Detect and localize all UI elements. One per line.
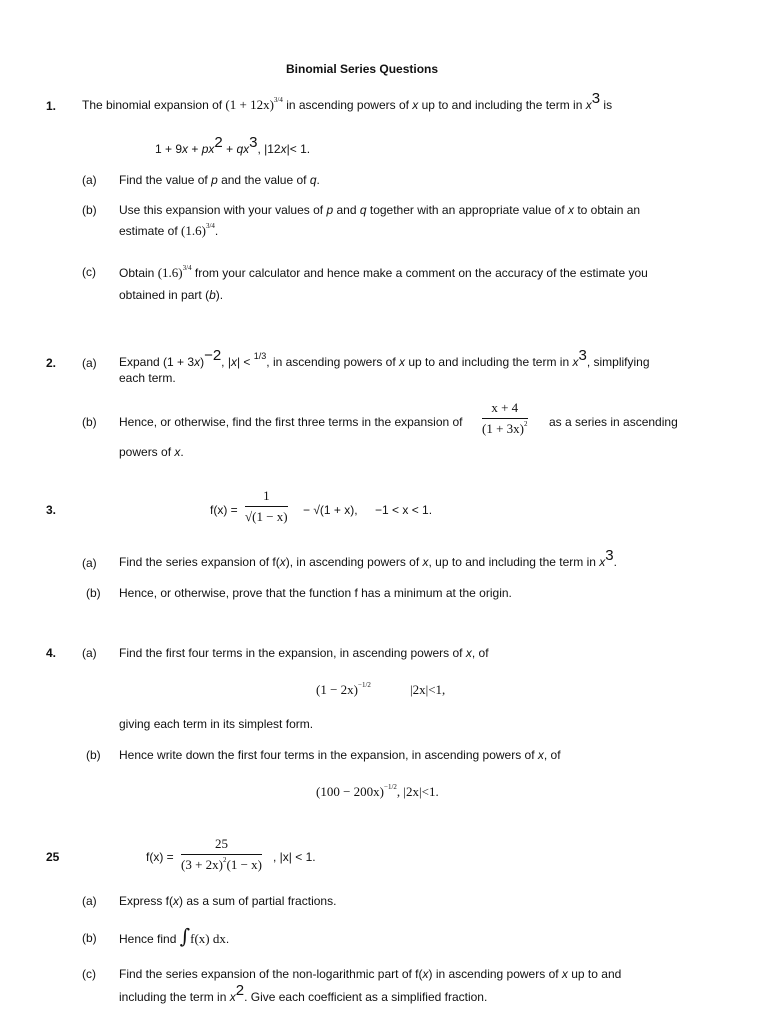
q1c-label: (c) bbox=[82, 265, 96, 279]
page-title: Binomial Series Questions bbox=[286, 62, 439, 76]
q5a-label: (a) bbox=[82, 894, 97, 908]
q2a-text-line1: Expand $(1 + 3x)^{-2}$, |x| < $^{1/3}$, in ascending powers of x up to and including the term in $x^3$, simplifying bbox=[119, 347, 650, 369]
q4a-text-line3: giving each term in its simplest form. bbox=[119, 717, 314, 731]
q4a-label: (a) bbox=[82, 646, 97, 660]
q2b-fraction-denominator: $(1 + 3x)^2$ bbox=[482, 420, 528, 436]
q5-fraction-denominator: $(3 + 2x)^2(1 - x)$ bbox=[181, 856, 262, 872]
question-number-3: 3. bbox=[46, 503, 57, 517]
q4b-text: Hence write down the first four terms in the expansion, in ascending powers of x, of bbox=[119, 748, 561, 762]
q1b-text-line2: estimate of $(1.6)^{3/4}$. bbox=[119, 222, 219, 238]
question-number-4: 4. bbox=[46, 646, 57, 660]
q3b-label: (b) bbox=[86, 586, 101, 600]
q2b-fraction bbox=[482, 400, 528, 437]
q3-fraction bbox=[245, 488, 288, 525]
q4a-expression: $(1 - 2x)^{-1/2}$ bbox=[316, 681, 371, 697]
q5b-text: Hence find ∫f(x) dx. bbox=[119, 924, 230, 948]
q2b-text-line1-end: as a series in ascending bbox=[549, 415, 678, 429]
q2b-text-line2: powers of x. bbox=[119, 445, 184, 459]
q1b-label: (b) bbox=[82, 203, 97, 217]
q2a-text-line2: each term. bbox=[119, 371, 176, 385]
q3-fraction-denominator: √(1 − x) bbox=[245, 509, 288, 524]
q5c-label: (c) bbox=[82, 967, 96, 981]
q5-fraction-numerator: 25 bbox=[181, 836, 262, 855]
q1a-text: Find the value of p and the value of q. bbox=[119, 173, 320, 187]
q3-lhs: f(x) = bbox=[210, 503, 238, 517]
q3a-label: (a) bbox=[82, 556, 97, 570]
q4a-condition: |2x|<1, bbox=[410, 682, 446, 697]
q4a-text: Find the first four terms in the expansion, in ascending powers of x, of bbox=[119, 646, 489, 660]
q2a-label: (a) bbox=[82, 356, 97, 370]
q5a-text: Express f(x) as a sum of partial fractions. bbox=[119, 894, 337, 908]
q1a-label: (a) bbox=[82, 173, 97, 187]
q4b-expression: $(100 - 200x)^{-1/2}$, |2x|<1. bbox=[316, 783, 439, 799]
q4b-label: (b) bbox=[86, 748, 101, 762]
q1c-text-line1: Obtain $(1.6)^{3/4}$ from your calculator and hence make a comment on the accuracy of the estimate you bbox=[119, 264, 648, 280]
q1c-text-line2: obtained in part (b). bbox=[119, 288, 224, 302]
q5-fraction bbox=[181, 836, 262, 873]
q2b-label: (b) bbox=[82, 415, 97, 429]
question-number-2: 2. bbox=[46, 356, 57, 370]
q3a-text: Find the series expansion of f(x), in ascending powers of x, up to and including the term in $x^3$. bbox=[119, 547, 617, 569]
q5c-text-line1: Find the series expansion of the non-logarithmic part of f(x) in ascending powers of x up to and bbox=[119, 967, 622, 981]
q5-lhs: f(x) = bbox=[146, 850, 174, 864]
q5c-text-line2: including the term in $x^2$. Give each coefficient as a simplified fraction. bbox=[119, 982, 488, 1004]
q3-rhs: − √(1 + x), bbox=[303, 503, 358, 517]
q5b-label: (b) bbox=[82, 931, 97, 945]
q3b-text: Hence, or otherwise, prove that the function f has a minimum at the origin. bbox=[119, 586, 512, 600]
q3-range: −1 < x < 1. bbox=[375, 503, 433, 517]
q1b-text-line1: Use this expansion with your values of p and q together with an appropriate value of x to obtain an bbox=[119, 203, 641, 217]
q2b-fraction-numerator: x + 4 bbox=[482, 400, 528, 419]
question-number-5: 25 bbox=[46, 850, 60, 864]
q5-range: , |x| < 1. bbox=[273, 850, 316, 864]
q3-fraction-numerator: 1 bbox=[245, 488, 288, 507]
q2b-text-line1: Hence, or otherwise, find the first three terms in the expansion of bbox=[119, 415, 463, 429]
question-number-1: 1. bbox=[46, 99, 57, 113]
q1-intro: The binomial expansion of $(1 + 12x)^{3/4}$ in ascending powers of x up to and including the term in $x^3$ is bbox=[82, 90, 613, 112]
integral-sign: ∫ bbox=[179, 924, 191, 948]
q1-series: $1 + 9x + px^2 + qx^3$, |12x|< 1. bbox=[155, 134, 311, 156]
